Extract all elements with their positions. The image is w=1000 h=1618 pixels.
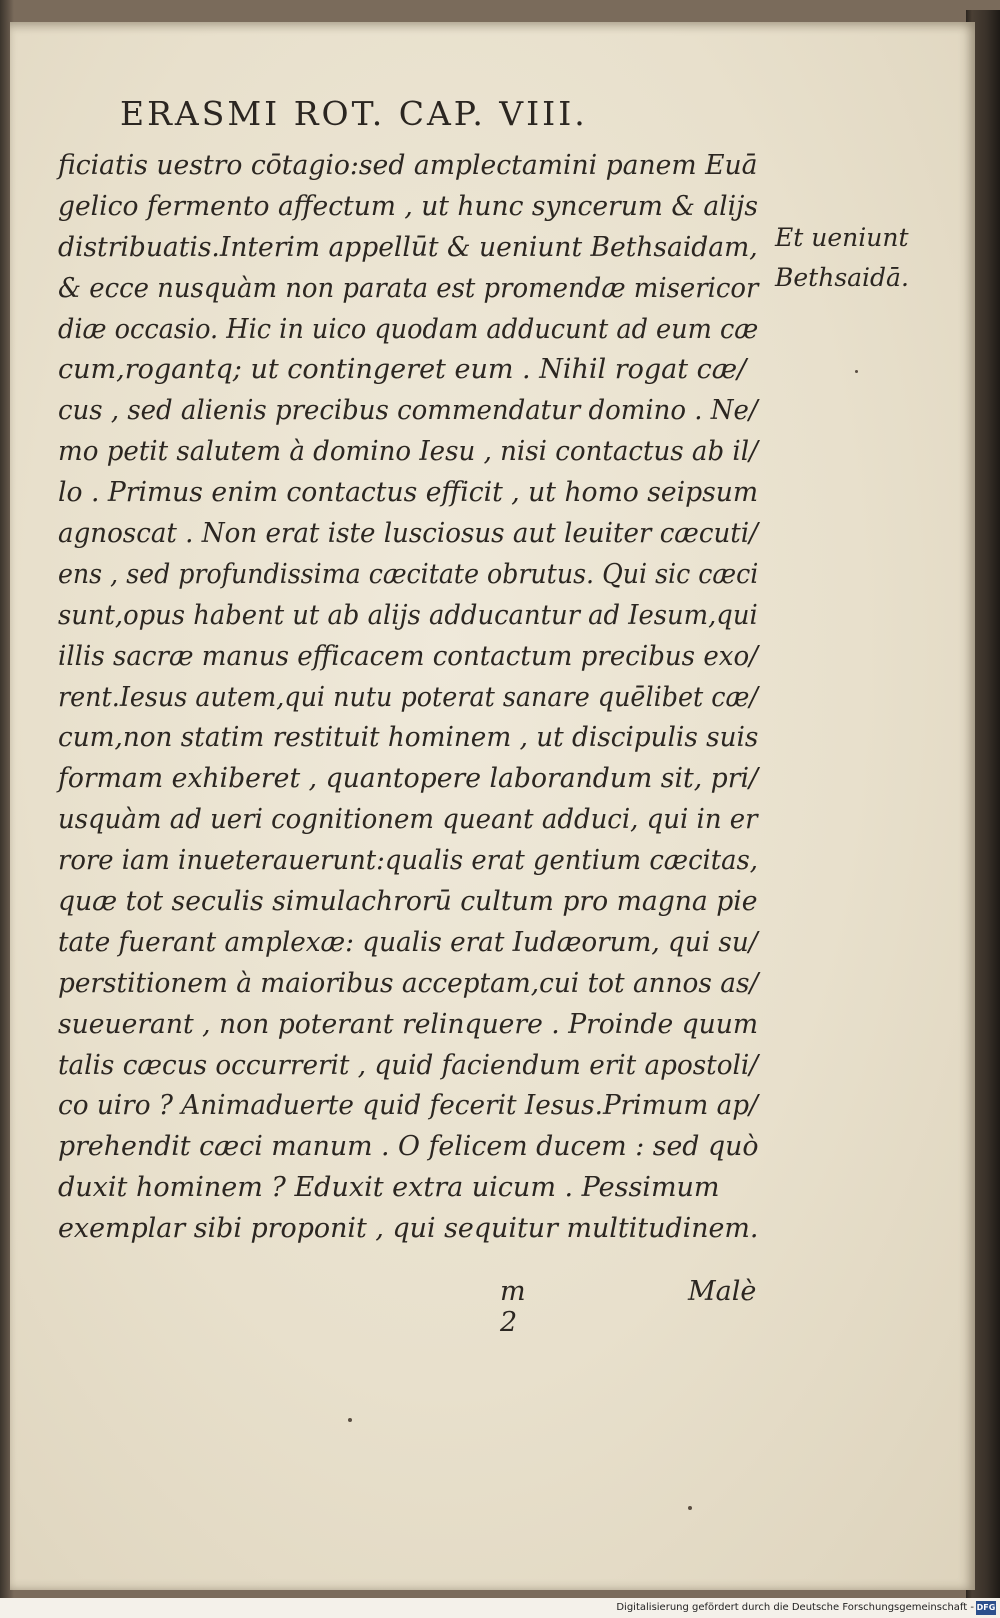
body-text xyxy=(58,146,758,1250)
funding-credit: Digitalisierung gefördert durch die Deutsche Forschungsgemeinschaft - xyxy=(616,1602,974,1613)
text-line: usquàm ad ueri cognitionem queant adduci, qui in er xyxy=(58,804,758,836)
text-line: lo . Primus enim contactus efficit , ut homo seipsum xyxy=(58,477,759,509)
text-line: tate fuerant amplexæ: qualis erat Iudæorum, qui su/ xyxy=(58,926,758,958)
text-line: exemplar sibi proponit , qui sequitur multitudinem. xyxy=(58,1213,759,1245)
catchword: Malè xyxy=(688,1276,757,1307)
text-line: cum,rogantq; ut contingeret eum . Nihil rogat cæ/ xyxy=(58,354,747,386)
text-line: quæ tot seculis simulachrorū cultum pro magna pie xyxy=(58,886,758,918)
text-line: prehendit cæci manum . O felicem ducem : sed quò xyxy=(58,1131,759,1163)
paper-speck xyxy=(855,370,858,373)
dfg-logo: DFG xyxy=(976,1601,996,1615)
text-line: gelico fermento affectum , ut hunc syncerum & alijs xyxy=(58,190,758,222)
text-line: sueuerant , non poterant relinquere . Proinde quum xyxy=(58,1008,759,1040)
text-line: cum,non statim restituit hominem , ut discipulis suis xyxy=(58,722,759,754)
text-line: mo petit salutem à domino Iesu , nisi contactus ab il/ xyxy=(58,436,758,468)
marginal-note-line: Et ueniunt xyxy=(775,223,909,252)
text-line: distribuatis.Interim appellūt & ueniunt Bethsaidam, xyxy=(58,231,758,263)
text-line: talis cæcus occurrerit , quid faciendum erit apostoli/ xyxy=(58,1049,759,1081)
text-line: rore iam inueterauerunt:qualis erat gentium cæcitas, xyxy=(58,845,759,877)
signature-mark: m 2 xyxy=(500,1276,526,1338)
text-line: duxit hominem ? Eduxit extra uicum . Pessimum xyxy=(58,1172,720,1204)
paper-speck xyxy=(688,1506,692,1510)
marginal-note-line: Bethsaidā. xyxy=(775,263,909,292)
text-line: co uiro ? Animaduerte quid fecerit Iesus.Primum ap/ xyxy=(58,1090,758,1122)
running-head: ERASMI ROT. CAP. VIII. xyxy=(120,94,588,133)
paper-speck xyxy=(348,1418,352,1422)
text-line: & ecce nusquàm non parata est promendæ misericor xyxy=(58,272,759,304)
text-line: ficiatis uestro cōtagio:sed amplectamini panem Euā xyxy=(58,150,758,181)
text-line: ens , sed profundissima cæcitate obrutus. Qui sic cæci xyxy=(58,558,759,590)
text-line: illis sacræ manus efficacem contactum precibus exo/ xyxy=(58,640,758,672)
text-line: perstitionem à maioribus acceptam,cui tot annos as/ xyxy=(58,967,759,999)
text-line: rent.Iesus autem,qui nutu poterat sanare quēlibet cæ/ xyxy=(58,681,758,713)
marginal-note xyxy=(775,218,925,298)
text-line: sunt,opus habent ut ab alijs adducantur ad Iesum,qui xyxy=(58,599,758,631)
text-line: agnoscat . Non erat iste lusciosus aut leuiter cæcuti/ xyxy=(58,518,758,550)
text-line: cus , sed alienis precibus commendatur domino . Ne/ xyxy=(58,395,758,427)
text-line: diæ occasio. Hic in uico quodam adducunt ad eum cæ xyxy=(58,313,759,345)
text-line: formam exhiberet , quantopere laborandum sit, pri/ xyxy=(58,763,758,795)
